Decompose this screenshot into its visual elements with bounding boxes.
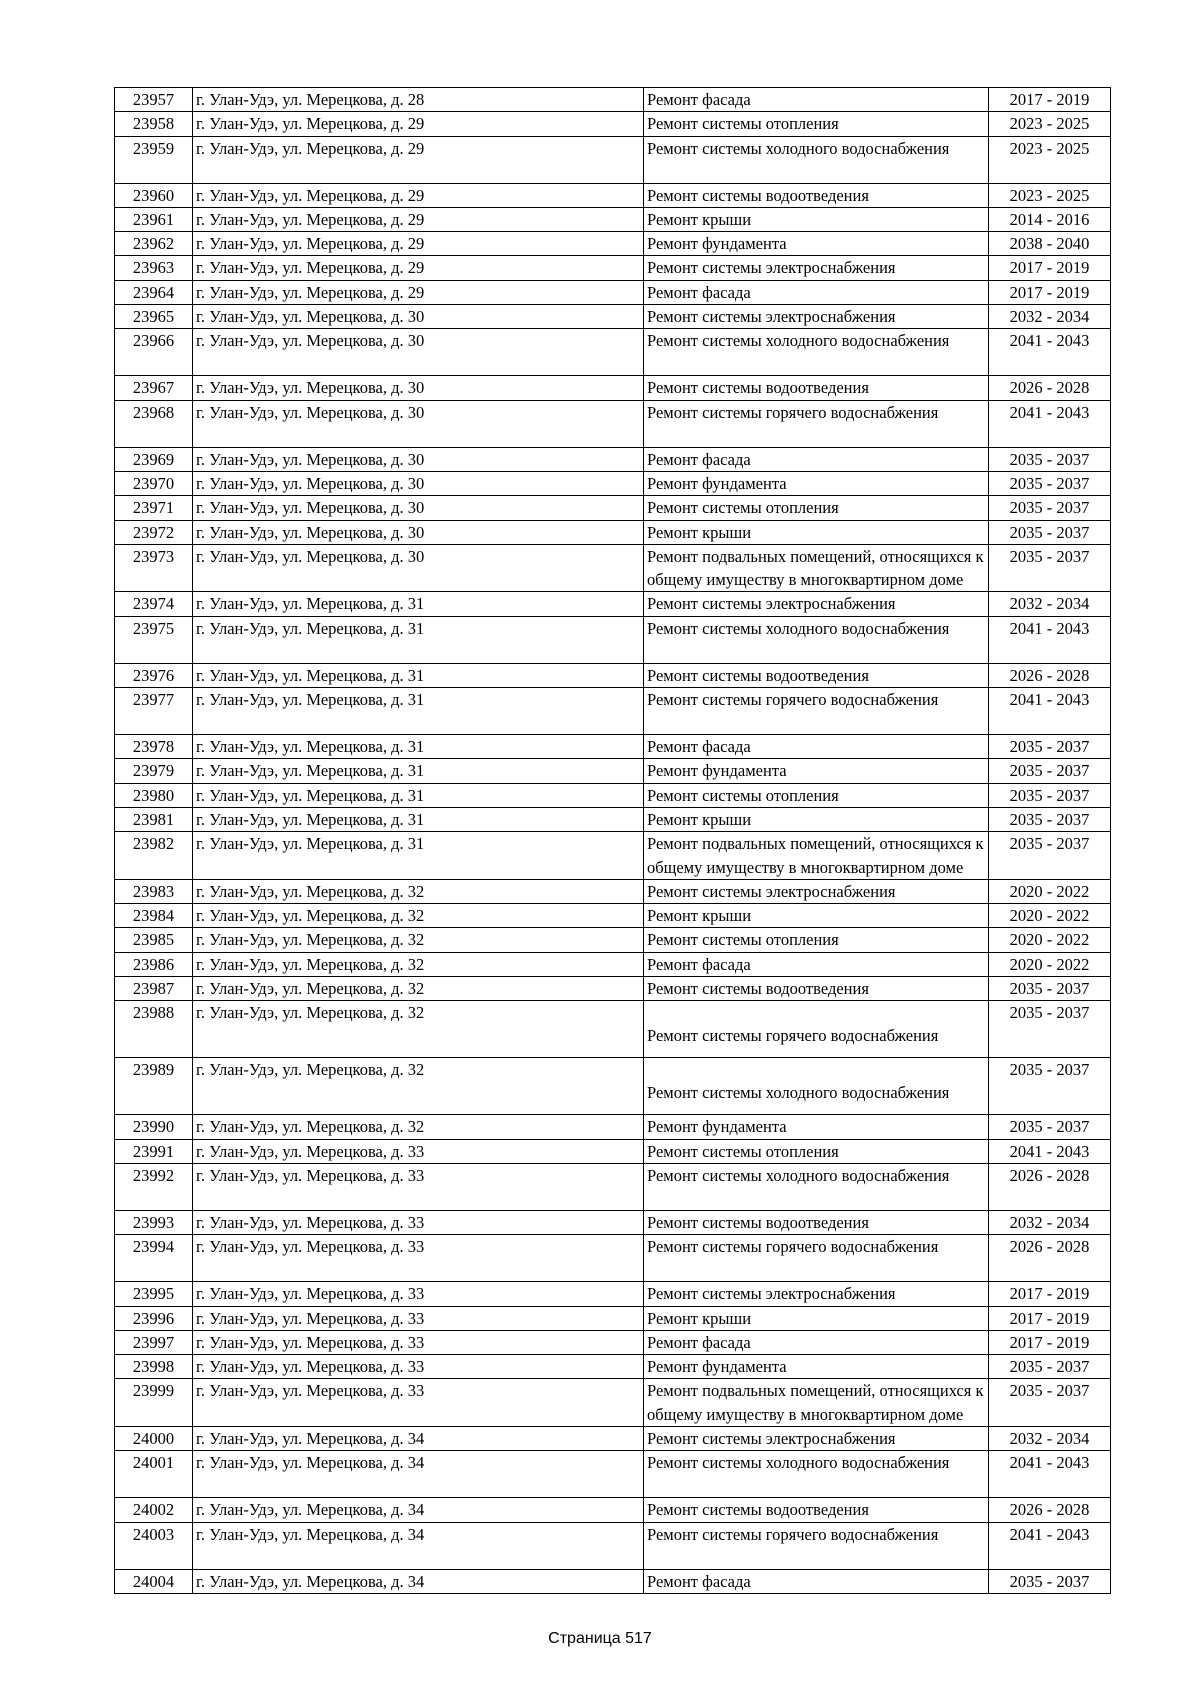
row-address: г. Улан-Удэ, ул. Мерецкова, д. 30 xyxy=(193,305,644,329)
row-period: 2035 - 2037 xyxy=(989,783,1111,807)
row-period: 2014 - 2016 xyxy=(989,207,1111,231)
table-row xyxy=(115,879,1111,903)
row-work-type: Ремонт крыши xyxy=(644,1306,989,1330)
table-row xyxy=(115,400,1111,447)
row-work-type: Ремонт фундамента xyxy=(644,1115,989,1139)
row-address: г. Улан-Удэ, ул. Мерецкова, д. 34 xyxy=(193,1522,644,1569)
row-number: 23995 xyxy=(115,1282,193,1306)
row-period: 2017 - 2019 xyxy=(989,1282,1111,1306)
row-number: 23968 xyxy=(115,400,193,447)
row-period: 2035 - 2037 xyxy=(989,1001,1111,1058)
row-period: 2035 - 2037 xyxy=(989,759,1111,783)
table-row xyxy=(115,183,1111,207)
table-row xyxy=(115,256,1111,280)
row-address: г. Улан-Удэ, ул. Мерецкова, д. 31 xyxy=(193,783,644,807)
row-number: 23987 xyxy=(115,977,193,1001)
row-number: 23996 xyxy=(115,1306,193,1330)
row-number: 23993 xyxy=(115,1210,193,1234)
row-address: г. Улан-Удэ, ул. Мерецкова, д. 33 xyxy=(193,1306,644,1330)
row-work-type: Ремонт системы электроснабжения xyxy=(644,256,989,280)
table-row xyxy=(115,928,1111,952)
row-work-type: Ремонт подвальных помещений, относящихся к общему имуществу в многоквартирном доме xyxy=(644,544,989,592)
row-work-type: Ремонт системы электроснабжения xyxy=(644,1426,989,1450)
table-row xyxy=(115,305,1111,329)
row-period: 2026 - 2028 xyxy=(989,1163,1111,1210)
row-period: 2020 - 2022 xyxy=(989,928,1111,952)
row-number: 23981 xyxy=(115,807,193,831)
table-row xyxy=(115,663,1111,687)
row-period: 2026 - 2028 xyxy=(989,1498,1111,1522)
row-period: 2026 - 2028 xyxy=(989,1235,1111,1282)
row-work-type: Ремонт системы холодного водоснабжения xyxy=(644,1058,989,1115)
row-work-type: Ремонт системы холодного водоснабжения xyxy=(644,1163,989,1210)
row-address: г. Улан-Удэ, ул. Мерецкова, д. 31 xyxy=(193,759,644,783)
row-address: г. Улан-Удэ, ул. Мерецкова, д. 32 xyxy=(193,1115,644,1139)
row-number: 23994 xyxy=(115,1235,193,1282)
row-work-type: Ремонт системы холодного водоснабжения xyxy=(644,1451,989,1498)
row-work-type: Ремонт системы горячего водоснабжения xyxy=(644,688,989,735)
row-address: г. Улан-Удэ, ул. Мерецкова, д. 33 xyxy=(193,1210,644,1234)
row-number: 24003 xyxy=(115,1522,193,1569)
row-period: 2041 - 2043 xyxy=(989,1451,1111,1498)
row-address: г. Улан-Удэ, ул. Мерецкова, д. 31 xyxy=(193,688,644,735)
row-number: 23959 xyxy=(115,136,193,183)
row-address: г. Улан-Удэ, ул. Мерецкова, д. 32 xyxy=(193,977,644,1001)
row-number: 23960 xyxy=(115,183,193,207)
table-row xyxy=(115,207,1111,231)
table-row xyxy=(115,977,1111,1001)
table-row xyxy=(115,1451,1111,1498)
row-address: г. Улан-Удэ, ул. Мерецкова, д. 33 xyxy=(193,1355,644,1379)
row-number: 23980 xyxy=(115,783,193,807)
row-period: 2035 - 2037 xyxy=(989,544,1111,592)
row-number: 23977 xyxy=(115,688,193,735)
table-row xyxy=(115,544,1111,592)
row-address: г. Улан-Удэ, ул. Мерецкова, д. 31 xyxy=(193,735,644,759)
table-row xyxy=(115,952,1111,976)
row-number: 24002 xyxy=(115,1498,193,1522)
row-address: г. Улан-Удэ, ул. Мерецкова, д. 31 xyxy=(193,616,644,663)
row-period: 2026 - 2028 xyxy=(989,376,1111,400)
row-work-type: Ремонт системы водоотведения xyxy=(644,663,989,687)
row-address: г. Улан-Удэ, ул. Мерецкова, д. 30 xyxy=(193,376,644,400)
row-work-type: Ремонт системы отопления xyxy=(644,783,989,807)
table-row xyxy=(115,1306,1111,1330)
row-address: г. Улан-Удэ, ул. Мерецкова, д. 29 xyxy=(193,112,644,136)
row-address: г. Улан-Удэ, ул. Мерецкова, д. 29 xyxy=(193,183,644,207)
table-row xyxy=(115,280,1111,304)
table-row xyxy=(115,783,1111,807)
row-work-type: Ремонт подвальных помещений, относящихся к общему имуществу в многоквартирном доме xyxy=(644,832,989,880)
table-row xyxy=(115,1522,1111,1569)
row-work-type: Ремонт фундамента xyxy=(644,471,989,495)
row-address: г. Улан-Удэ, ул. Мерецкова, д. 29 xyxy=(193,207,644,231)
row-period: 2035 - 2037 xyxy=(989,471,1111,495)
table-row xyxy=(115,329,1111,376)
row-address: г. Улан-Удэ, ул. Мерецкова, д. 32 xyxy=(193,1058,644,1115)
row-address: г. Улан-Удэ, ул. Мерецкова, д. 34 xyxy=(193,1426,644,1450)
row-number: 23966 xyxy=(115,329,193,376)
row-number: 23975 xyxy=(115,616,193,663)
row-work-type: Ремонт системы электроснабжения xyxy=(644,879,989,903)
row-address: г. Улан-Удэ, ул. Мерецкова, д. 31 xyxy=(193,832,644,880)
row-period: 2017 - 2019 xyxy=(989,1306,1111,1330)
row-period: 2032 - 2034 xyxy=(989,592,1111,616)
row-period: 2032 - 2034 xyxy=(989,305,1111,329)
table-row xyxy=(115,1282,1111,1306)
row-address: г. Улан-Удэ, ул. Мерецкова, д. 30 xyxy=(193,544,644,592)
row-work-type: Ремонт крыши xyxy=(644,904,989,928)
row-work-type: Ремонт системы горячего водоснабжения xyxy=(644,400,989,447)
row-work-type: Ремонт фундамента xyxy=(644,232,989,256)
table-row xyxy=(115,447,1111,471)
row-number: 23970 xyxy=(115,471,193,495)
row-number: 23983 xyxy=(115,879,193,903)
row-address: г. Улан-Удэ, ул. Мерецкова, д. 32 xyxy=(193,952,644,976)
table-row xyxy=(115,807,1111,831)
row-work-type: Ремонт системы горячего водоснабжения xyxy=(644,1522,989,1569)
row-period: 2035 - 2037 xyxy=(989,1115,1111,1139)
row-work-type: Ремонт системы электроснабжения xyxy=(644,305,989,329)
row-number: 23973 xyxy=(115,544,193,592)
repair-schedule-table xyxy=(114,87,1111,1594)
table-row xyxy=(115,1210,1111,1234)
row-address: г. Улан-Удэ, ул. Мерецкова, д. 33 xyxy=(193,1139,644,1163)
row-work-type: Ремонт системы отопления xyxy=(644,496,989,520)
page-number: Страница 517 xyxy=(548,1630,652,1647)
row-address: г. Улан-Удэ, ул. Мерецкова, д. 29 xyxy=(193,136,644,183)
row-work-type: Ремонт фасада xyxy=(644,1569,989,1593)
row-number: 23990 xyxy=(115,1115,193,1139)
row-period: 2035 - 2037 xyxy=(989,977,1111,1001)
row-number: 23974 xyxy=(115,592,193,616)
table-row xyxy=(115,1058,1111,1115)
table-row xyxy=(115,136,1111,183)
table-row xyxy=(115,735,1111,759)
row-address: г. Улан-Удэ, ул. Мерецкова, д. 32 xyxy=(193,928,644,952)
row-work-type: Ремонт системы электроснабжения xyxy=(644,1282,989,1306)
row-number: 23964 xyxy=(115,280,193,304)
row-period: 2023 - 2025 xyxy=(989,112,1111,136)
row-work-type: Ремонт фундамента xyxy=(644,1355,989,1379)
repair-schedule-body xyxy=(115,88,1111,1594)
row-number: 23969 xyxy=(115,447,193,471)
table-row xyxy=(115,1569,1111,1593)
row-work-type: Ремонт системы горячего водоснабжения xyxy=(644,1235,989,1282)
row-period: 2041 - 2043 xyxy=(989,1139,1111,1163)
row-number: 23972 xyxy=(115,520,193,544)
row-work-type: Ремонт системы водоотведения xyxy=(644,183,989,207)
row-work-type: Ремонт системы водоотведения xyxy=(644,376,989,400)
row-address: г. Улан-Удэ, ул. Мерецкова, д. 32 xyxy=(193,904,644,928)
row-number: 23957 xyxy=(115,88,193,112)
table-row xyxy=(115,616,1111,663)
table-row xyxy=(115,1498,1111,1522)
row-period: 2020 - 2022 xyxy=(989,879,1111,903)
table-row xyxy=(115,1115,1111,1139)
row-number: 23992 xyxy=(115,1163,193,1210)
table-row xyxy=(115,1355,1111,1379)
row-number: 23998 xyxy=(115,1355,193,1379)
row-period: 2035 - 2037 xyxy=(989,1379,1111,1427)
row-work-type: Ремонт фасада xyxy=(644,1330,989,1354)
table-row xyxy=(115,1330,1111,1354)
row-period: 2035 - 2037 xyxy=(989,1058,1111,1115)
table-row xyxy=(115,520,1111,544)
row-period: 2035 - 2037 xyxy=(989,1355,1111,1379)
row-period: 2041 - 2043 xyxy=(989,400,1111,447)
table-row xyxy=(115,112,1111,136)
row-number: 23979 xyxy=(115,759,193,783)
row-work-type: Ремонт системы холодного водоснабжения xyxy=(644,616,989,663)
row-work-type: Ремонт крыши xyxy=(644,807,989,831)
row-period: 2035 - 2037 xyxy=(989,1569,1111,1593)
row-period: 2017 - 2019 xyxy=(989,280,1111,304)
row-number: 23997 xyxy=(115,1330,193,1354)
table-row xyxy=(115,1139,1111,1163)
row-address: г. Улан-Удэ, ул. Мерецкова, д. 28 xyxy=(193,88,644,112)
table-row xyxy=(115,232,1111,256)
row-number: 23991 xyxy=(115,1139,193,1163)
row-number: 23999 xyxy=(115,1379,193,1427)
row-address: г. Улан-Удэ, ул. Мерецкова, д. 33 xyxy=(193,1282,644,1306)
row-period: 2035 - 2037 xyxy=(989,832,1111,880)
table-row xyxy=(115,1001,1111,1058)
row-number: 23976 xyxy=(115,663,193,687)
row-period: 2035 - 2037 xyxy=(989,496,1111,520)
row-number: 23967 xyxy=(115,376,193,400)
row-work-type: Ремонт системы холодного водоснабжения xyxy=(644,329,989,376)
row-number: 23984 xyxy=(115,904,193,928)
row-work-type: Ремонт системы электроснабжения xyxy=(644,592,989,616)
row-period: 2017 - 2019 xyxy=(989,88,1111,112)
row-address: г. Улан-Удэ, ул. Мерецкова, д. 31 xyxy=(193,663,644,687)
row-address: г. Улан-Удэ, ул. Мерецкова, д. 30 xyxy=(193,447,644,471)
row-number: 23971 xyxy=(115,496,193,520)
row-period: 2038 - 2040 xyxy=(989,232,1111,256)
row-number: 23989 xyxy=(115,1058,193,1115)
row-period: 2032 - 2034 xyxy=(989,1210,1111,1234)
row-address: г. Улан-Удэ, ул. Мерецкова, д. 29 xyxy=(193,256,644,280)
table-row xyxy=(115,759,1111,783)
row-period: 2035 - 2037 xyxy=(989,520,1111,544)
row-work-type: Ремонт крыши xyxy=(644,207,989,231)
row-address: г. Улан-Удэ, ул. Мерецкова, д. 30 xyxy=(193,329,644,376)
row-number: 23962 xyxy=(115,232,193,256)
row-work-type: Ремонт фасада xyxy=(644,952,989,976)
row-number: 23986 xyxy=(115,952,193,976)
row-number: 23963 xyxy=(115,256,193,280)
row-number: 23978 xyxy=(115,735,193,759)
table-row xyxy=(115,1379,1111,1427)
table-row xyxy=(115,904,1111,928)
row-period: 2041 - 2043 xyxy=(989,616,1111,663)
row-work-type: Ремонт системы водоотведения xyxy=(644,1210,989,1234)
row-address: г. Улан-Удэ, ул. Мерецкова, д. 33 xyxy=(193,1163,644,1210)
row-period: 2020 - 2022 xyxy=(989,904,1111,928)
row-work-type: Ремонт системы водоотведения xyxy=(644,1498,989,1522)
row-address: г. Улан-Удэ, ул. Мерецкова, д. 31 xyxy=(193,592,644,616)
row-period: 2041 - 2043 xyxy=(989,1522,1111,1569)
table-row xyxy=(115,1426,1111,1450)
row-address: г. Улан-Удэ, ул. Мерецкова, д. 31 xyxy=(193,807,644,831)
row-number: 23988 xyxy=(115,1001,193,1058)
table-row xyxy=(115,496,1111,520)
row-period: 2041 - 2043 xyxy=(989,329,1111,376)
row-work-type: Ремонт фасада xyxy=(644,280,989,304)
row-address: г. Улан-Удэ, ул. Мерецкова, д. 33 xyxy=(193,1330,644,1354)
row-work-type: Ремонт системы горячего водоснабжения xyxy=(644,1001,989,1058)
row-work-type: Ремонт фасада xyxy=(644,447,989,471)
row-period: 2017 - 2019 xyxy=(989,256,1111,280)
row-period: 2035 - 2037 xyxy=(989,735,1111,759)
row-address: г. Улан-Удэ, ул. Мерецкова, д. 34 xyxy=(193,1569,644,1593)
table-row xyxy=(115,1235,1111,1282)
row-work-type: Ремонт подвальных помещений, относящихся к общему имуществу в многоквартирном доме xyxy=(644,1379,989,1427)
row-address: г. Улан-Удэ, ул. Мерецкова, д. 32 xyxy=(193,879,644,903)
row-address: г. Улан-Удэ, ул. Мерецкова, д. 30 xyxy=(193,496,644,520)
table-row xyxy=(115,88,1111,112)
row-work-type: Ремонт системы отопления xyxy=(644,1139,989,1163)
row-number: 24004 xyxy=(115,1569,193,1593)
row-address: г. Улан-Удэ, ул. Мерецкова, д. 34 xyxy=(193,1451,644,1498)
row-address: г. Улан-Удэ, ул. Мерецкова, д. 33 xyxy=(193,1379,644,1427)
row-address: г. Улан-Удэ, ул. Мерецкова, д. 30 xyxy=(193,400,644,447)
row-number: 23965 xyxy=(115,305,193,329)
row-period: 2035 - 2037 xyxy=(989,447,1111,471)
row-period: 2017 - 2019 xyxy=(989,1330,1111,1354)
row-number: 23982 xyxy=(115,832,193,880)
table-row xyxy=(115,688,1111,735)
row-period: 2041 - 2043 xyxy=(989,688,1111,735)
row-address: г. Улан-Удэ, ул. Мерецкова, д. 34 xyxy=(193,1498,644,1522)
table-row xyxy=(115,592,1111,616)
row-work-type: Ремонт системы водоотведения xyxy=(644,977,989,1001)
row-number: 24001 xyxy=(115,1451,193,1498)
row-work-type: Ремонт фундамента xyxy=(644,759,989,783)
row-number: 23961 xyxy=(115,207,193,231)
row-address: г. Улан-Удэ, ул. Мерецкова, д. 32 xyxy=(193,1001,644,1058)
row-period: 2023 - 2025 xyxy=(989,183,1111,207)
row-period: 2035 - 2037 xyxy=(989,807,1111,831)
row-address: г. Улан-Удэ, ул. Мерецкова, д. 33 xyxy=(193,1235,644,1282)
row-work-type: Ремонт системы отопления xyxy=(644,928,989,952)
row-work-type: Ремонт фасада xyxy=(644,88,989,112)
row-period: 2032 - 2034 xyxy=(989,1426,1111,1450)
row-number: 23958 xyxy=(115,112,193,136)
table-row xyxy=(115,832,1111,880)
row-work-type: Ремонт крыши xyxy=(644,520,989,544)
row-address: г. Улан-Удэ, ул. Мерецкова, д. 30 xyxy=(193,471,644,495)
row-work-type: Ремонт системы холодного водоснабжения xyxy=(644,136,989,183)
table-row xyxy=(115,471,1111,495)
row-number: 23985 xyxy=(115,928,193,952)
row-address: г. Улан-Удэ, ул. Мерецкова, д. 29 xyxy=(193,232,644,256)
row-address: г. Улан-Удэ, ул. Мерецкова, д. 29 xyxy=(193,280,644,304)
row-work-type: Ремонт системы отопления xyxy=(644,112,989,136)
table-row xyxy=(115,1163,1111,1210)
table-row xyxy=(115,376,1111,400)
row-period: 2020 - 2022 xyxy=(989,952,1111,976)
row-work-type: Ремонт фасада xyxy=(644,735,989,759)
row-address: г. Улан-Удэ, ул. Мерецкова, д. 30 xyxy=(193,520,644,544)
row-period: 2026 - 2028 xyxy=(989,663,1111,687)
row-period: 2023 - 2025 xyxy=(989,136,1111,183)
row-number: 24000 xyxy=(115,1426,193,1450)
